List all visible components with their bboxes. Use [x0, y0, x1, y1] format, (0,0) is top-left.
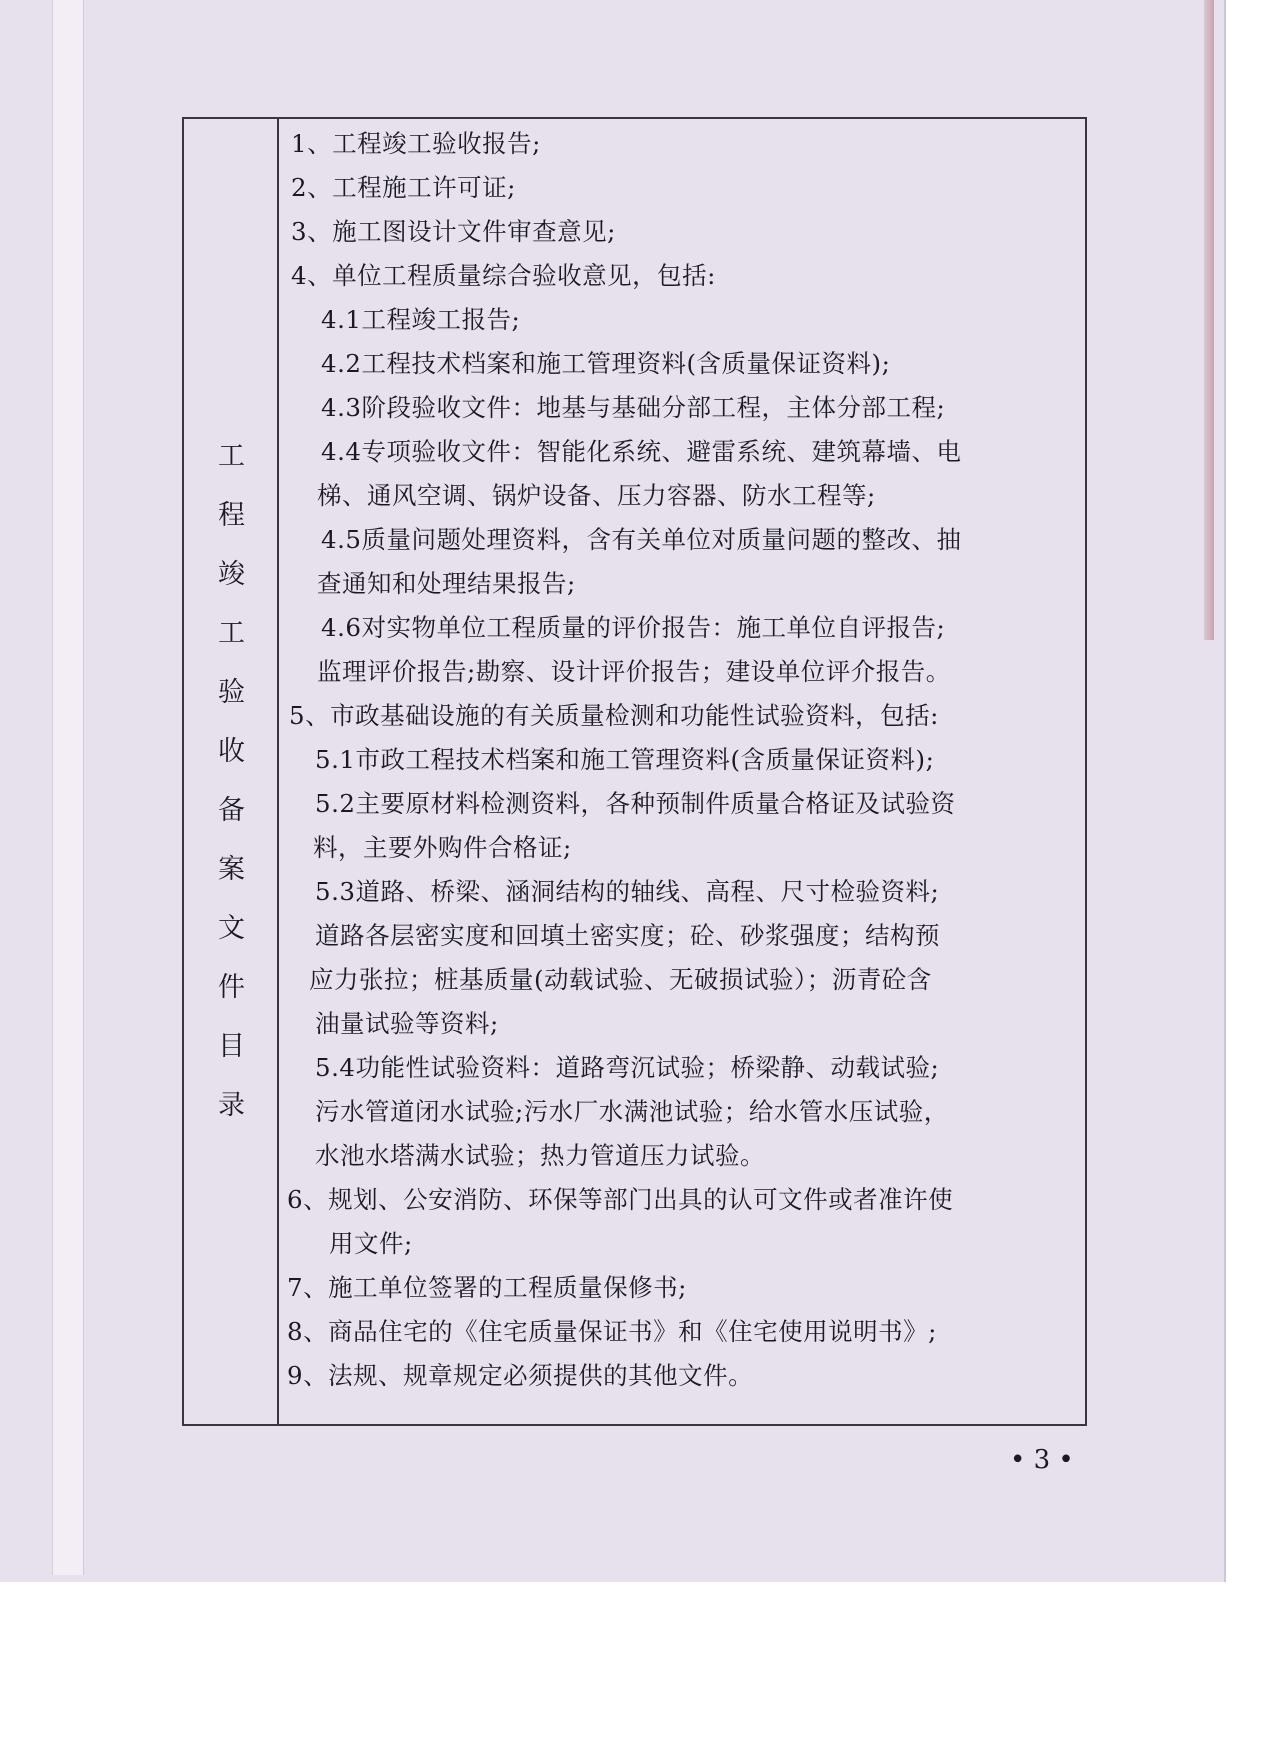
list-item: 4.1工程竣工报告; — [321, 305, 521, 334]
list-item: 3、施工图设计文件审查意见; — [291, 217, 616, 246]
title-char: 工 — [218, 441, 245, 472]
title-char: 工 — [218, 618, 245, 649]
title-char: 备 — [218, 795, 245, 826]
title-char: 文 — [218, 913, 245, 944]
list-item: 道路各层密实度和回填土密实度；砼、砂浆强度；结构预 — [315, 921, 940, 950]
list-item: 4.2工程技术档案和施工管理资料(含质量保证资料); — [321, 349, 891, 378]
list-item: 污水管道闭水试验;污水厂水满池试验；给水管水压试验， — [315, 1097, 949, 1126]
list-item: 水池水塔满水试验；热力管道压力试验。 — [315, 1141, 765, 1170]
list-item: 2、工程施工许可证; — [291, 173, 516, 202]
list-item: 7、施工单位签署的工程质量保修书; — [287, 1273, 687, 1302]
title-char: 目 — [218, 1031, 245, 1062]
list-item: 1、工程竣工验收报告; — [291, 129, 541, 158]
binding-strip — [52, 0, 84, 1575]
list-item: 5.1市政工程技术档案和施工管理资料(含质量保证资料); — [315, 745, 935, 774]
title-char: 竣 — [218, 559, 245, 590]
vertical-title — [184, 427, 279, 1135]
title-char: 件 — [218, 972, 245, 1003]
list-item: 用文件; — [329, 1229, 413, 1258]
title-char: 案 — [218, 854, 245, 885]
list-item: 查通知和处理结果报告; — [317, 569, 576, 598]
list-item: 5.3道路、桥梁、涵洞结构的轴线、高程、尺寸检验资料; — [315, 877, 940, 906]
list-item: 梯、通风空调、锅炉设备、压力容器、防水工程等; — [317, 481, 876, 510]
list-item: 5.4功能性试验资料：道路弯沉试验；桥梁静、动载试验; — [315, 1053, 940, 1082]
list-item: 5、市政基础设施的有关质量检测和功能性试验资料，包括: — [289, 701, 939, 730]
list-item: 4.4专项验收文件：智能化系统、避雷系统、建筑幕墙、电 — [321, 437, 962, 466]
list-item: 4.5质量问题处理资料，含有关单位对质量问题的整改、抽 — [321, 525, 962, 554]
page-number: • 3 • — [1010, 1445, 1074, 1475]
form-table — [182, 117, 1087, 1426]
title-char: 程 — [218, 500, 245, 531]
title-char: 收 — [218, 736, 245, 767]
list-item: 4、单位工程质量综合验收意见，包括: — [291, 261, 716, 290]
paper-edge — [1204, 0, 1214, 640]
list-item: 4.3阶段验收文件：地基与基础分部工程，主体分部工程; — [321, 393, 946, 422]
title-char: 录 — [218, 1090, 245, 1121]
title-char: 验 — [218, 677, 245, 708]
title-column — [184, 119, 279, 1424]
list-item: 应力张拉；桩基质量(动载试验、无破损试验）；沥青砼含 — [309, 965, 932, 994]
list-item: 6、规划、公安消防、环保等部门出具的认可文件或者准许使 — [287, 1185, 954, 1214]
list-item: 4.6对实物单位工程质量的评价报告：施工单位自评报告; — [321, 613, 946, 642]
list-item: 料，主要外购件合格证; — [313, 833, 572, 862]
list-item: 监理评价报告;勘察、设计评价报告；建设单位评介报告。 — [317, 657, 951, 686]
list-item: 8、商品住宅的《住宅质量保证书》和《住宅使用说明书》; — [287, 1317, 937, 1346]
list-item: 油量试验等资料; — [315, 1009, 499, 1038]
list-item: 9、法规、规章规定必须提供的其他文件。 — [287, 1361, 754, 1390]
list-item: 5.2主要原材料检测资料，各种预制件质量合格证及试验资 — [315, 789, 956, 818]
